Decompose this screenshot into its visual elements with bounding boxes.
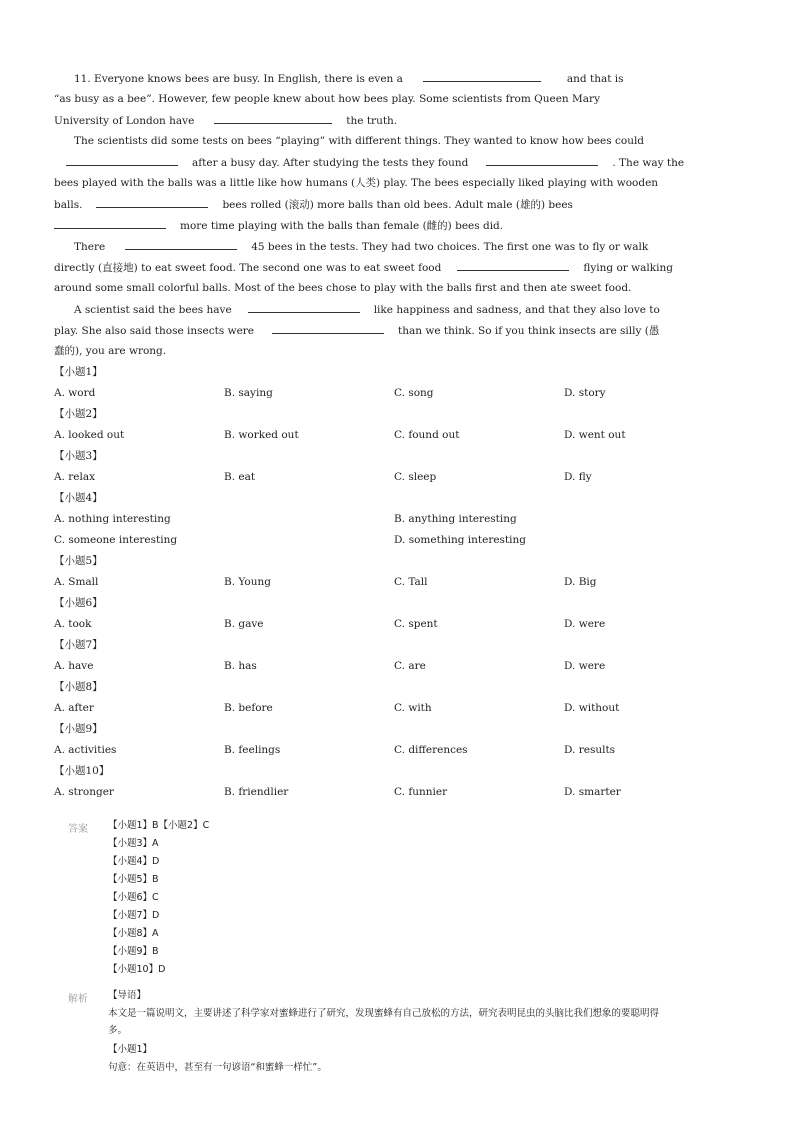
option-b[interactable]: B. Young — [224, 576, 271, 588]
passage-text: like happiness and sadness, and that they also love to — [373, 304, 660, 316]
answer-blank-9[interactable] — [248, 302, 360, 313]
option-a[interactable]: A. nothing interesting — [54, 513, 171, 525]
passage-text: University of London have — [54, 115, 195, 127]
option-d[interactable]: D. something interesting — [394, 534, 526, 546]
answer-blank-2[interactable] — [214, 113, 332, 124]
passage-line — [54, 260, 673, 275]
passage-line — [74, 239, 648, 254]
analysis-text: 本文是一篇说明文，主要讲述了科学家对蜜蜂进行了研究，发现蜜蜂有自己放松的方法，研究表明昆虫的头脑比我们想象的要聪明得 — [108, 1008, 660, 1019]
option-d[interactable]: D. were — [564, 618, 606, 630]
option-d[interactable]: D. story — [564, 387, 606, 399]
analysis-subheading: 【小题1】 — [108, 1044, 153, 1055]
passage-text: flying or walking — [583, 262, 673, 274]
answer-blank-10[interactable] — [272, 323, 384, 334]
option-b[interactable]: B. has — [224, 660, 257, 672]
option-c[interactable]: C. sleep — [394, 471, 437, 483]
answer-blank-4[interactable] — [486, 155, 598, 166]
answer-blank-7[interactable] — [125, 239, 237, 250]
analysis-heading: 【导语】 — [108, 990, 147, 1001]
passage-line — [54, 113, 397, 128]
passage-text: 蠢的), you are wrong. — [54, 345, 167, 357]
question-tag: 【小题6】 — [54, 597, 103, 609]
analysis-text: 多。 — [108, 1025, 128, 1036]
passage-text: directly (直接地) to eat sweet food. The second one was to eat sweet food — [54, 262, 442, 274]
option-b[interactable]: B. gave — [224, 618, 264, 630]
passage-text: 11. Everyone knows bees are busy. In English, there is even a — [74, 73, 403, 85]
answer-blank-6[interactable] — [54, 218, 166, 229]
passage-line — [54, 176, 658, 190]
option-a[interactable]: A. relax — [54, 471, 96, 483]
passage-line — [54, 218, 503, 233]
passage-text: and that is — [566, 73, 624, 85]
question-tag: 【小题7】 — [54, 639, 103, 651]
option-d[interactable]: D. were — [564, 660, 606, 672]
option-d[interactable]: D. smarter — [564, 786, 621, 798]
answer-blank-3[interactable] — [66, 155, 178, 166]
option-a[interactable]: A. word — [54, 387, 96, 399]
question-tag: 【小题1】 — [54, 366, 103, 378]
passage-text: A scientist said the bees have — [74, 304, 232, 316]
answer-item: 【小题5】B — [108, 874, 159, 885]
passage-text: play. She also said those insects were — [54, 325, 255, 337]
passage-text: the truth. — [346, 115, 398, 127]
answer-item: 【小题10】D — [108, 964, 166, 975]
passage-text: The scientists did some tests on bees “playing” with different things. They wanted to know how bees could — [74, 135, 645, 147]
option-d[interactable]: D. Big — [564, 576, 597, 588]
passage-text: There — [74, 241, 106, 253]
option-b[interactable]: B. saying — [224, 387, 273, 399]
option-a[interactable]: A. Small — [54, 576, 99, 588]
passage-text: around some small colorful balls. Most of the bees chose to play with the balls first and then ate sweet food. — [54, 282, 632, 294]
question-tag: 【小题4】 — [54, 492, 103, 504]
option-b[interactable]: B. friendlier — [224, 786, 289, 798]
option-a[interactable]: A. have — [54, 660, 94, 672]
analysis-text: 句意：在英语中，甚至有一句谚语“和蜜蜂一样忙”。 — [108, 1062, 327, 1073]
option-d[interactable]: D. without — [564, 702, 620, 714]
option-b[interactable]: B. anything interesting — [394, 513, 517, 525]
option-a[interactable]: A. took — [54, 618, 92, 630]
passage-text: “as busy as a bee”. However, few people knew about how bees play. Some scientists from Queen Mary — [54, 93, 600, 105]
passage-line — [74, 302, 660, 317]
answer-item: 【小题1】B【小题2】C — [108, 820, 210, 831]
answer-item: 【小题9】B — [108, 946, 159, 957]
answer-blank-5[interactable] — [96, 197, 208, 208]
option-c[interactable]: C. are — [394, 660, 426, 672]
option-c[interactable]: C. found out — [394, 429, 460, 441]
question-tag: 【小题2】 — [54, 408, 103, 420]
option-b[interactable]: B. feelings — [224, 744, 281, 756]
question-tag: 【小题5】 — [54, 555, 103, 567]
option-a[interactable]: A. after — [54, 702, 94, 714]
passage-text: balls. — [54, 199, 83, 211]
option-a[interactable]: A. looked out — [54, 429, 125, 441]
passage-text: more time playing with the balls than female (雌的) bees did. — [180, 220, 504, 232]
option-d[interactable]: D. went out — [564, 429, 626, 441]
passage-line — [54, 92, 600, 106]
option-c[interactable]: C. spent — [394, 618, 438, 630]
option-c[interactable]: C. someone interesting — [54, 534, 178, 546]
answer-blank-8[interactable] — [457, 260, 569, 271]
passage-text: after a busy day. After studying the tests they found — [192, 157, 469, 169]
passage-text: bees played with the balls was a little like how humans (人类) play. The bees especially liked playing with wooden — [54, 177, 659, 189]
answer-blank-1[interactable] — [423, 71, 541, 82]
option-a[interactable]: A. activities — [54, 744, 117, 756]
question-tag: 【小题10】 — [54, 765, 110, 777]
question-tag: 【小题9】 — [54, 723, 103, 735]
answer-item: 【小题7】D — [108, 910, 160, 921]
option-d[interactable]: D. results — [564, 744, 616, 756]
option-b[interactable]: B. before — [224, 702, 273, 714]
passage-line — [54, 323, 659, 338]
answer-label: 答案 — [68, 824, 88, 835]
question-tag: 【小题8】 — [54, 681, 103, 693]
option-b[interactable]: B. eat — [224, 471, 256, 483]
answer-item: 【小题4】D — [108, 856, 160, 867]
answer-item: 【小题8】A — [108, 928, 159, 939]
option-b[interactable]: B. worked out — [224, 429, 299, 441]
option-d[interactable]: D. fly — [564, 471, 592, 483]
option-a[interactable]: A. stronger — [54, 786, 114, 798]
passage-text: . The way the — [612, 157, 685, 169]
passage-text: 45 bees in the tests. They had two choices. The first one was to fly or walk — [251, 241, 649, 253]
option-c[interactable]: C. song — [394, 387, 434, 399]
passage-text: than we think. So if you think insects are silly (愚 — [398, 325, 660, 337]
passage-line — [54, 344, 166, 358]
answer-item: 【小题6】C — [108, 892, 159, 903]
option-c[interactable]: C. with — [394, 702, 432, 714]
passage-line — [54, 281, 631, 295]
option-c[interactable]: C. funnier — [394, 786, 448, 798]
question-tag: 【小题3】 — [54, 450, 103, 462]
option-c[interactable]: C. differences — [394, 744, 468, 756]
passage-line — [74, 134, 644, 148]
analysis-label: 解析 — [68, 994, 88, 1005]
passage-line — [54, 197, 573, 212]
passage-line — [54, 155, 684, 170]
answer-item: 【小题3】A — [108, 838, 159, 849]
passage-line — [74, 71, 624, 86]
option-c[interactable]: C. Tall — [394, 576, 428, 588]
passage-text: bees rolled (滚动) more balls than old bees. Adult male (雄的) bees — [222, 199, 573, 211]
